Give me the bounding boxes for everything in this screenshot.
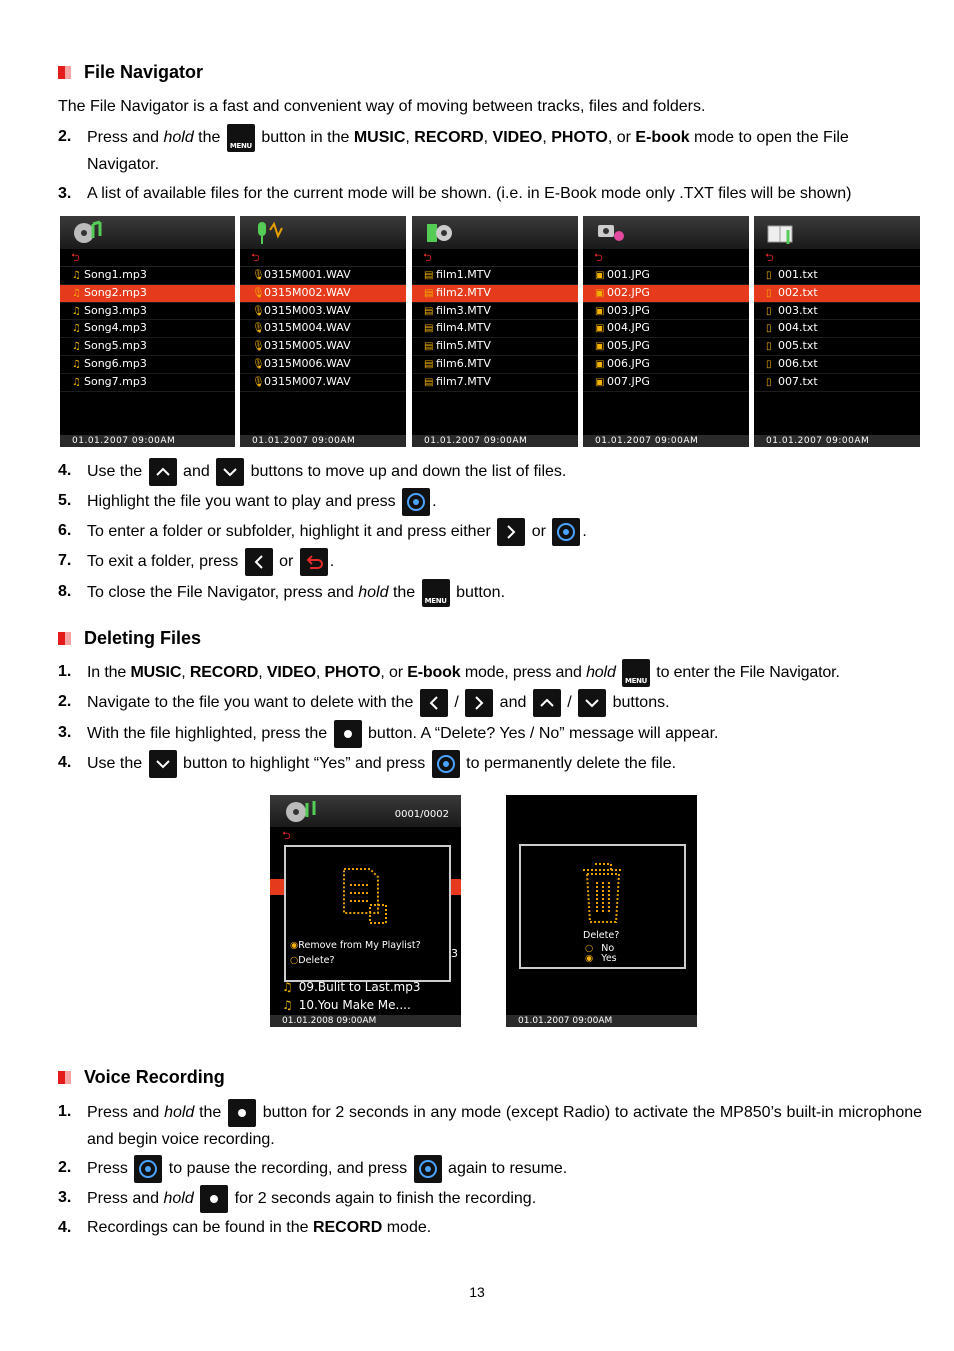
play-enter-button-icon <box>414 1155 442 1183</box>
option-remove-playlist[interactable]: ◉Remove from My Playlist? <box>290 940 421 951</box>
music-mode-icon <box>280 797 325 825</box>
back-arrow-icon[interactable]: ⮌ <box>754 249 920 267</box>
status-bar: 01.01.2007 09:00AM <box>506 1015 697 1027</box>
down-button-icon <box>216 458 244 486</box>
file-counter: 0001/0002 <box>394 809 449 820</box>
list-item[interactable]: ▣ 004.JPG <box>583 320 749 338</box>
list-item[interactable]: 🎙0315M004.WAV <box>240 320 406 338</box>
step-number: 3. <box>58 724 72 741</box>
list-item[interactable]: 🎙0315M003.WAV <box>240 303 406 321</box>
step-text: Press and hold for 2 seconds again to finish the recording. <box>87 1185 922 1213</box>
side-text: 3 <box>451 947 458 960</box>
step-number: 6. <box>58 522 72 539</box>
up-button-icon <box>149 458 177 486</box>
list-item[interactable]: 🎙0315M006.WAV <box>240 356 406 374</box>
menu-button-icon: MENU <box>227 124 255 152</box>
status-bar: 01.01.2007 09:00AM <box>754 435 920 447</box>
step-number: 7. <box>58 552 72 569</box>
bullet-square-icon <box>58 1071 71 1084</box>
ebook-mode-icon <box>754 216 920 249</box>
list-item[interactable]: ▣ 007.JPG <box>583 374 749 392</box>
step-text: With the file highlighted, press the button. A “Delete? Yes / No” message will appear. <box>87 720 922 748</box>
step-text: Navigate to the file you want to delete with the / and / buttons. <box>87 689 922 717</box>
step-text: Press and hold the MENU button in the MUSIC, RECORD, VIDEO, PHOTO, or E-book mode to open the File Navigator. <box>87 124 922 178</box>
step-number: 1. <box>58 663 72 680</box>
document-icon <box>336 865 396 927</box>
screen-music-list <box>60 216 235 447</box>
photo-mode-icon <box>583 216 749 249</box>
list-item[interactable]: ♫ Song6.mp3 <box>60 356 235 374</box>
section-title: Deleting Files <box>84 628 202 648</box>
option-no[interactable]: ○ No <box>585 943 615 954</box>
list-item[interactable]: ▣ 002.JPG <box>583 285 749 303</box>
list-item[interactable]: 🎙0315M001.WAV <box>240 267 406 285</box>
step-number: 2. <box>58 128 72 145</box>
list-item[interactable]: ▣ 006.JPG <box>583 356 749 374</box>
list-item[interactable]: 🎙0315M002.WAV <box>240 285 406 303</box>
list-item[interactable]: ▯ 003.txt <box>754 303 920 321</box>
list-item[interactable]: ▤ film2.MTV <box>412 285 578 303</box>
status-bar: 01.01.2007 09:00AM <box>583 435 749 447</box>
option-delete[interactable]: ○Delete? <box>290 955 335 966</box>
list-item[interactable]: 🎙0315M007.WAV <box>240 374 406 392</box>
section-header-deleting-files <box>58 628 201 649</box>
status-bar: 01.01.2007 09:00AM <box>240 435 406 447</box>
back-button-icon <box>300 548 328 576</box>
list-item[interactable]: ▤ film5.MTV <box>412 338 578 356</box>
list-item[interactable]: ▯ 005.txt <box>754 338 920 356</box>
screen-record-list <box>240 216 406 447</box>
menu-button-icon: MENU <box>622 659 650 687</box>
list-item[interactable]: ▤ film1.MTV <box>412 267 578 285</box>
back-arrow-icon[interactable]: ⮌ <box>240 249 406 267</box>
status-bar: 01.01.2007 09:00AM <box>412 435 578 447</box>
step-text: Use the and buttons to move up and down the list of files. <box>87 458 922 486</box>
section-header-file-navigator <box>58 62 203 83</box>
step-number: 4. <box>58 462 72 479</box>
list-item[interactable]: 🎙0315M005.WAV <box>240 338 406 356</box>
section-title: Voice Recording <box>84 1067 225 1087</box>
list-item[interactable]: ♫ Song2.mp3 <box>60 285 235 303</box>
step-text: In the MUSIC, RECORD, VIDEO, PHOTO, or E-book mode, press and hold MENU to enter the File Navigator. <box>87 659 922 687</box>
status-bar: 01.01.2008 09:00AM <box>270 1015 461 1027</box>
step-text: To exit a folder, press or . <box>87 548 922 576</box>
back-arrow-icon[interactable]: ⮌ <box>60 249 235 267</box>
record-button-icon <box>334 720 362 748</box>
list-item[interactable]: ♫ Song1.mp3 <box>60 267 235 285</box>
step-text: A list of available files for the current mode will be shown. (i.e. in E-Book mode only .TXT files will be shown) <box>87 185 852 202</box>
step-number: 8. <box>58 583 72 600</box>
list-item[interactable]: ♫ Song4.mp3 <box>60 320 235 338</box>
list-item[interactable]: ▯ 004.txt <box>754 320 920 338</box>
record-mode-icon <box>240 216 406 249</box>
play-enter-button-icon <box>552 518 580 546</box>
list-item[interactable]: ▯ 007.txt <box>754 374 920 392</box>
delete-dialog <box>519 844 686 969</box>
step-number: 2. <box>58 1159 72 1176</box>
step-text: To enter a folder or subfolder, highlight it and press either or . <box>87 518 922 546</box>
left-button-icon <box>420 689 448 717</box>
video-mode-icon <box>412 216 578 249</box>
menu-button-icon: MENU <box>422 579 450 607</box>
right-button-icon <box>465 689 493 717</box>
step-text: Press and hold the button for 2 seconds in any mode (except Radio) to activate the MP850’s built-in microphone and begin voice recording. <box>87 1099 922 1153</box>
list-item[interactable]: ♫ 10.You Make Me.... <box>282 998 411 1012</box>
list-item[interactable]: ▤ film4.MTV <box>412 320 578 338</box>
trash-icon <box>577 860 629 926</box>
list-item[interactable]: ▯ 006.txt <box>754 356 920 374</box>
step-number: 4. <box>58 754 72 771</box>
list-item[interactable]: ▤ film7.MTV <box>412 374 578 392</box>
step-number: 2. <box>58 693 72 710</box>
list-item[interactable]: ♫ 09.Bulit to Last.mp3 <box>282 980 421 994</box>
back-arrow-icon[interactable]: ⮌ <box>282 829 291 842</box>
step-number: 5. <box>58 492 72 509</box>
left-button-icon <box>245 548 273 576</box>
step-number: 1. <box>58 1103 72 1120</box>
play-enter-button-icon <box>134 1155 162 1183</box>
screen-video-list <box>412 216 578 447</box>
step-text: To close the File Navigator, press and hold the MENU button. <box>87 579 922 607</box>
back-arrow-icon[interactable]: ⮌ <box>412 249 578 267</box>
step-number: 3. <box>58 1189 72 1206</box>
down-button-icon <box>578 689 606 717</box>
step-text: Use the button to highlight “Yes” and press to permanently delete the file. <box>87 750 922 778</box>
screen-ebook-list <box>754 216 920 447</box>
record-button-icon <box>200 1185 228 1213</box>
option-yes[interactable]: ◉ Yes <box>585 953 617 964</box>
list-item[interactable]: ▯ 002.txt <box>754 285 920 303</box>
up-button-icon <box>533 689 561 717</box>
right-button-icon <box>497 518 525 546</box>
list-item[interactable]: ♫ Song5.mp3 <box>60 338 235 356</box>
list-item[interactable]: ▯ 001.txt <box>754 267 920 285</box>
step-number: 3. <box>58 185 72 202</box>
list-item[interactable]: ▤ film6.MTV <box>412 356 578 374</box>
screen-delete-confirm <box>506 795 697 1027</box>
back-arrow-icon[interactable]: ⮌ <box>583 249 749 267</box>
step-text: Highlight the file you want to play and press . <box>87 488 922 516</box>
screen-photo-list <box>583 216 749 447</box>
step-text: Recordings can be found in the RECORD mode. <box>87 1219 432 1236</box>
status-bar: 01.01.2007 09:00AM <box>60 435 235 447</box>
bullet-square-icon <box>58 632 71 645</box>
list-item[interactable]: ▣ 001.JPG <box>583 267 749 285</box>
screen-delete-playlist <box>270 795 461 1027</box>
list-item[interactable]: ▤ film3.MTV <box>412 303 578 321</box>
list-item[interactable]: ▣ 003.JPG <box>583 303 749 321</box>
play-enter-button-icon <box>402 488 430 516</box>
record-button-icon <box>228 1099 256 1127</box>
list-item[interactable]: ♫ Song7.mp3 <box>60 374 235 392</box>
play-enter-button-icon <box>432 750 460 778</box>
music-mode-icon <box>60 216 235 249</box>
list-item[interactable]: ♫ Song3.mp3 <box>60 303 235 321</box>
step-number: 4. <box>58 1219 72 1236</box>
bullet-square-icon <box>58 66 71 79</box>
intro-paragraph: The File Navigator is a fast and convenient way of moving between tracks, files and folders. <box>58 98 706 115</box>
down-button-icon <box>149 750 177 778</box>
section-header-voice-recording <box>58 1067 225 1088</box>
step-text: Press to pause the recording, and press again to resume. <box>87 1155 922 1183</box>
delete-question: Delete? <box>583 930 620 941</box>
delete-dialog <box>284 845 451 982</box>
list-item[interactable]: ▣ 005.JPG <box>583 338 749 356</box>
page-number: 13 <box>469 1284 485 1300</box>
section-title: File Navigator <box>84 62 204 82</box>
